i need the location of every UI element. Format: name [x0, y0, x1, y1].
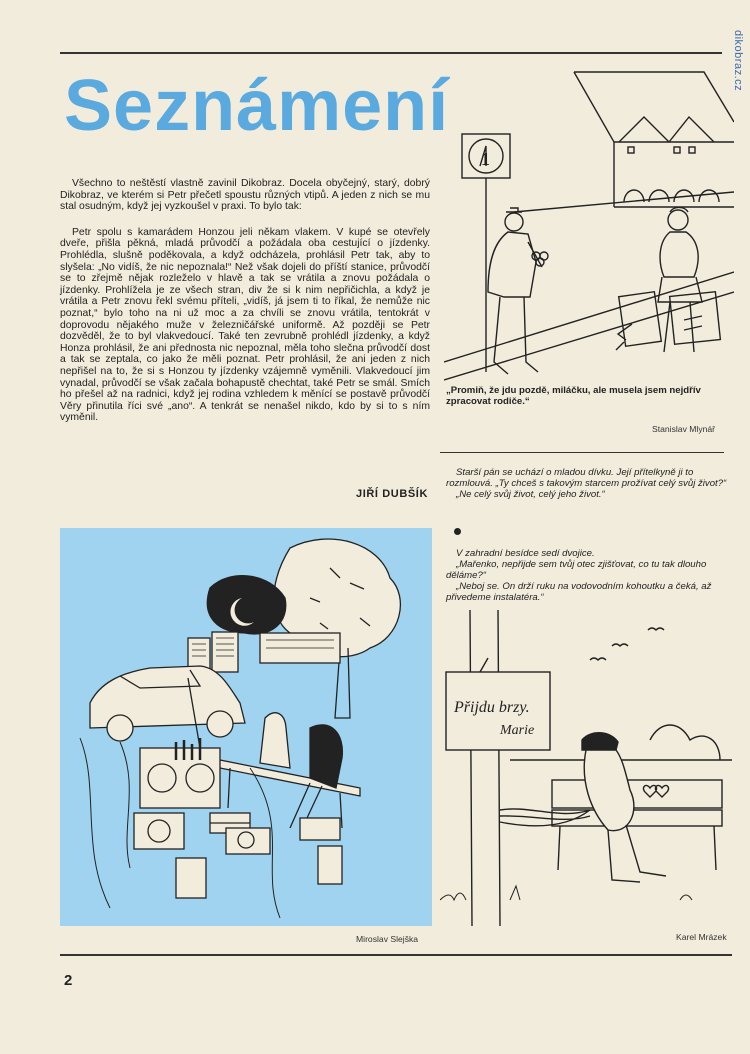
joke-1-line-1: Starší pán se uchází o mladou dívku. Její přítelkyně ji to rozmlouvá. „Ty chceš s takovým starcem prožívat celý svůj život?“: [446, 467, 727, 489]
joke-1: [446, 467, 732, 500]
story-paragraph-1: Všechno to neštěstí vlastně zavinil Dikobraz. Docela obyčejný, starý, dobrý Dikobraz, ve kterém si Petr přečetl spoustu různých vtipů. A jeden z nich se mu stal osudným, když jej vyzkoušel v praxi. To bylo tak:: [60, 178, 430, 213]
page-number: 2: [64, 972, 73, 989]
cartoon-top-caption: „Promiň, že jdu pozdě, miláčku, ale musela jsem nejdřív zpracovat rodiče.“: [446, 385, 701, 407]
jokes-rule: [440, 452, 724, 453]
joke-2-line-3: „Neboj se. On drží ruku na vodovodním kohoutku a čeká, až přivedeme instalatéra.“: [446, 581, 712, 603]
cartoon-right-illustration: [440, 610, 732, 926]
story-text: [60, 178, 430, 436]
story-author: JIŘÍ DUBŠÍK: [356, 488, 428, 500]
bottom-rule: [60, 954, 732, 956]
cartoon-top-credit: Stanislav Mlynář: [652, 424, 716, 434]
joke-2-line-2: „Mařenko, nepřijde sem tvůj otec zjišťovat, co tu tak dlouho děláme?“: [446, 559, 707, 581]
cartoon-right-credit: Karel Mrázek: [676, 932, 727, 942]
sign-line-2: Marie: [500, 723, 535, 738]
sign-line-1: Přijdu brzy.: [454, 699, 530, 716]
article-title: Seznámení: [64, 66, 450, 146]
cartoon-top-illustration: [444, 62, 734, 382]
watermark: dikobraz.cz: [732, 30, 744, 92]
cartoon-left-illustration: [60, 528, 432, 926]
joke-2-line-1: V zahradní besídce sedí dvojice.: [456, 548, 595, 559]
bullet-separator: [454, 528, 461, 535]
top-rule: [60, 52, 722, 54]
joke-1-line-2: „Ne celý svůj život, celý jeho život.“: [456, 489, 605, 500]
clock-number: 1: [481, 149, 490, 169]
cartoon-left-credit: Miroslav Slejška: [356, 934, 419, 944]
joke-2: [446, 548, 732, 603]
story-paragraph-2: Petr spolu s kamarádem Honzou jeli někam vlakem. V kupé se otevřely dveře, přišla pěkná, mladá průvodčí a požádala oba cestující o jízdenky. Prohlédla, slušně poděkovala, a když odcházela, prohlásil Petr tak, aby to slyšela: „No vidíš, že nic nepoznala!“ Než však dojeli do příští stanice, průvodčí se to zřejmě nějak rozleželo v hlavě a tak se vrátila a znovu požádala o jízdenky. Prohlížela je ze všech stran, div že si k nim nepřičichla, a když je vrátila a Petr znovu řekl svému příteli, „vidíš, já jsem ti to říkal, že nemůže nic poznat,“ bylo toho na ni už moc a za chvíli se znovu vrátila, tentokrát v doprovodu nějakého muže v železničářské uniformě. Až později se Petr dozvěděl, že to byl vlakvedoucí. Také ten zevrubně prohlédl jízdenky, a když Honza prohlásil, že ani přednosta nic nepoznal, měla toho slečna průvodčí dost a tak se zeptala, co jako že měli poznat. Petr prohlásil, že ani jeden z nich nepřišel na to, že si s Honzou ty jízdenky vzájemně vyměnili. Vlakvedoucí jim vynadal, průvodčí se však začala bohapustě chechtat, také Petr se smál. Smích ho přešel až na radnici, když jej rodina vzhledem k měnící se postavě průvodčí Věry přinutila říci své „ano“. A tenkrát se nenašel nikdo, kdo by si to s ním vyměnil.: [60, 226, 430, 424]
